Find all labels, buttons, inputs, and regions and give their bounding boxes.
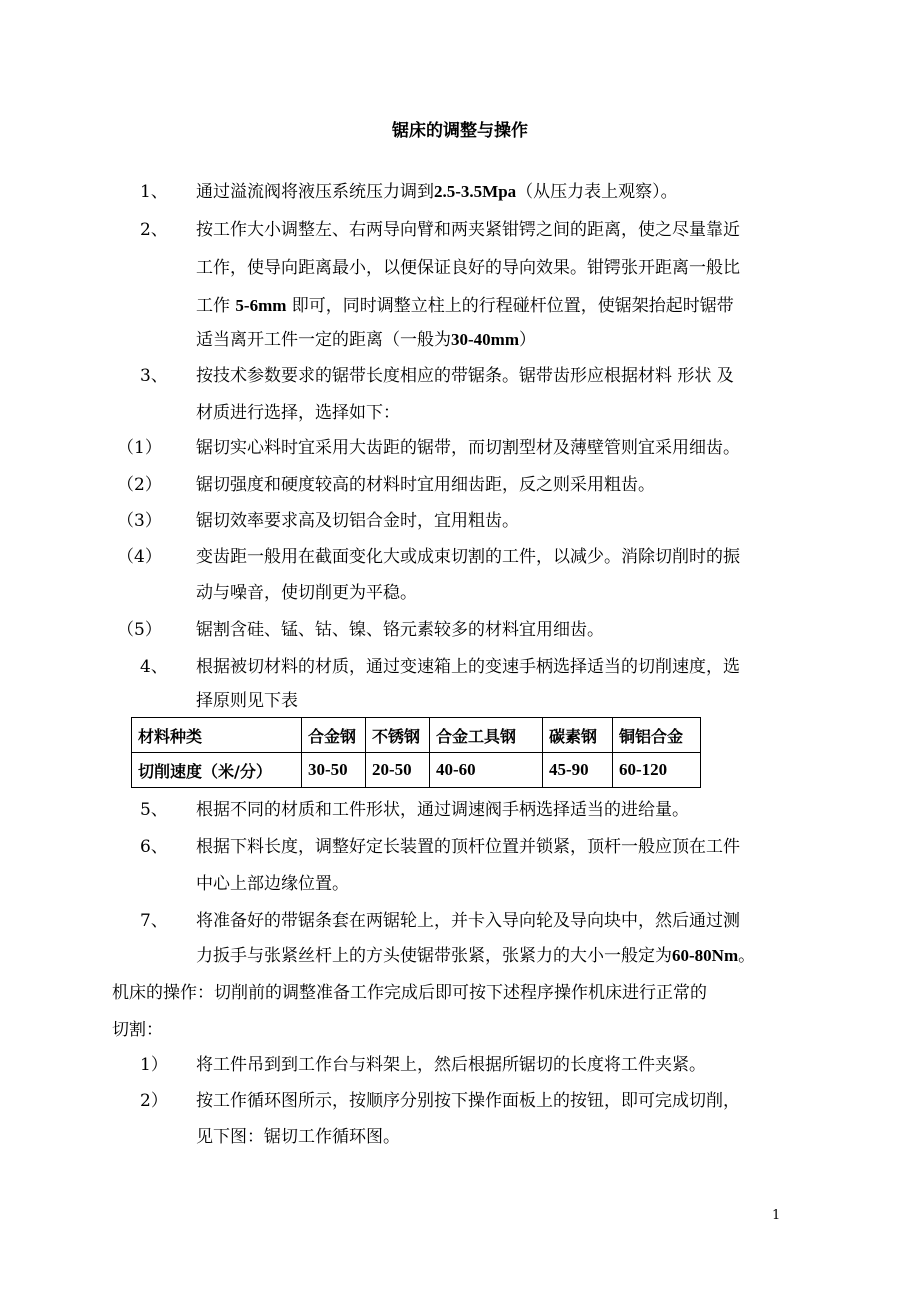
page-number: 1 [772, 1208, 781, 1223]
sub-4-line-1: 变齿距一般用在截面变化大或成束切割的工件，以减少。消除切削时的振 [196, 547, 740, 567]
table-header-cell: 材料种类 [132, 718, 302, 753]
op-1-number: 1） [140, 1055, 168, 1075]
item-5-number: 5、 [140, 800, 168, 820]
item-6-line-2: 中心上部边缘位置。 [196, 874, 349, 894]
item-2-number: 2、 [140, 220, 168, 240]
table-header-cell: 不锈钢 [366, 718, 430, 753]
item-7-line-2: 力扳手与张紧丝杆上的方头使锯带张紧，张紧力的大小一般定为60-80Nm。 [196, 946, 756, 966]
sub-3-text: 锯切效率要求高及切铝合金时，宜用粗齿。 [196, 511, 519, 531]
item-4-line-2: 择原则见下表 [196, 691, 298, 711]
item-3-number: 3、 [140, 366, 168, 386]
operation-intro-line-1: 机床的操作：切削前的调整准备工作完成后即可按下述程序操作机床进行正常的 [112, 983, 707, 1003]
item-2-line-1: 按工作大小调整左、右两导向臂和两夹紧钳锷之间的距离，使之尽量靠近 [196, 220, 740, 240]
table-header-row [132, 718, 701, 753]
table-cell: 30-50 [302, 753, 366, 788]
table-cell: 45-90 [543, 753, 613, 788]
cutting-speed-table [131, 717, 701, 788]
op-2-line-2: 见下图：锯切工作循环图。 [196, 1127, 400, 1147]
op-2-number: 2） [140, 1091, 168, 1111]
sub-2-text: 锯切强度和硬度较高的材料时宜用细齿距，反之则采用粗齿。 [196, 475, 655, 495]
item-6-line-1: 根据下料长度，调整好定长装置的顶杆位置并锁紧，顶杆一般应顶在工件 [196, 837, 740, 857]
item-2-line-3: 工作 5-6mm 即可，同时调整立柱上的行程碰杆位置，使锯架抬起时锯带 [196, 296, 734, 316]
sub-1-number: （1） [117, 438, 162, 458]
item-1-number: 1、 [140, 182, 168, 202]
sub-3-number: （3） [117, 511, 162, 531]
item-5-text: 根据不同的材质和工件形状，通过调速阀手柄选择适当的进给量。 [196, 800, 689, 820]
item-7-number: 7、 [140, 911, 168, 931]
item-3-line-2: 材质进行选择，选择如下： [196, 403, 400, 423]
sub-5-number: （5） [117, 620, 162, 640]
table-row [132, 753, 701, 788]
table-header-cell: 合金钢 [302, 718, 366, 753]
sub-5-text: 锯割含硅、锰、钴、镍、铬元素较多的材料宜用细齿。 [196, 620, 604, 640]
item-2-line-4: 适当离开工件一定的距离（一般为30-40mm） [196, 330, 536, 350]
table-header-cell: 铜铝合金 [613, 718, 701, 753]
sub-2-number: （2） [117, 475, 162, 495]
op-2-line-1: 按工作循环图所示，按顺序分别按下操作面板上的按钮，即可完成切削， [196, 1091, 740, 1111]
table-cell: 60-120 [613, 753, 701, 788]
operation-intro-line-2: 切割： [112, 1020, 163, 1040]
item-2-line-2: 工作，使导向距离最小，以便保证良好的导向效果。钳锷张开距离一般比 [196, 258, 740, 278]
op-1-text: 将工件吊到到工作台与料架上，然后根据所锯切的长度将工件夹紧。 [196, 1055, 706, 1075]
table-header-cell: 碳素钢 [543, 718, 613, 753]
sub-4-line-2: 动与噪音，使切削更为平稳。 [196, 583, 417, 603]
table-cell: 20-50 [366, 753, 430, 788]
table-header-cell: 合金工具钢 [430, 718, 543, 753]
sub-4-number: （4） [117, 547, 162, 567]
table-cell: 40-60 [430, 753, 543, 788]
item-6-number: 6、 [140, 837, 168, 857]
item-4-line-1: 根据被切材料的材质，通过变速箱上的变速手柄选择适当的切削速度，选 [196, 657, 740, 677]
item-1-text: 通过溢流阀将液压系统压力调到2.5-3.5Mpa（从压力表上观察）。 [196, 182, 678, 202]
item-7-line-1: 将准备好的带锯条套在两锯轮上，并卡入导向轮及导向块中，然后通过测 [196, 911, 740, 931]
sub-1-text: 锯切实心料时宜采用大齿距的锯带，而切割型材及薄壁管则宜采用细齿。 [196, 438, 740, 458]
item-3-line-1: 按技术参数要求的锯带长度相应的带锯条。锯带齿形应根据材料 形状 及 [196, 366, 734, 386]
item-4-number: 4、 [140, 657, 168, 677]
page-title: 锯床的调整与操作 [392, 121, 528, 141]
table-cell: 切削速度（米/分） [132, 753, 302, 788]
